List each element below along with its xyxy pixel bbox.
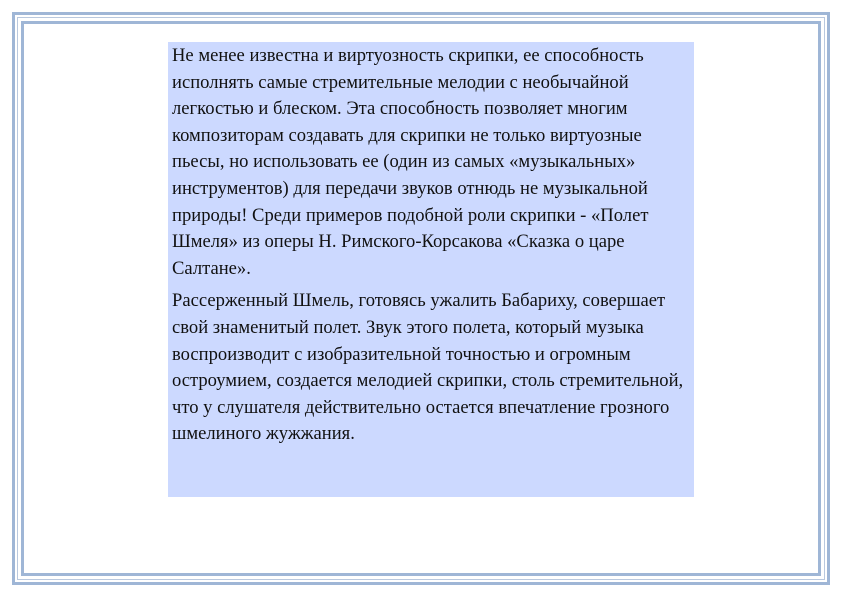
paragraph-bumblebee-flight: Рассерженный Шмель, готовясь ужалить Бабариху, совершает свой знаменитый полет. Звук этого полета, который музыка воспроизводит с изобразительной точностью и огромным остроумием, создается мелодией скрипки, столь стремительной, что у слушателя действительно остается впечатление грозного шмелиного жужжания. bbox=[172, 290, 684, 445]
paragraph-violin-virtuosity: Не менее известна и виртуозность скрипки, ее способность исполнять самые стремительные мелодии с необычайной легкостью и блеском. Эта способность позволяет многим композиторам создавать для скрипки не только виртуозные пьесы, но использовать ее (один из самых «музыкальных» инструментов) для передачи звуков отнюдь не музыкальной природы! Среди примеров подобной роли скрипки - «Полет Шмеля» из оперы Н. Римского-Корсакова «Сказка о царе Салтане». bbox=[172, 45, 649, 279]
text-block bbox=[168, 42, 694, 497]
